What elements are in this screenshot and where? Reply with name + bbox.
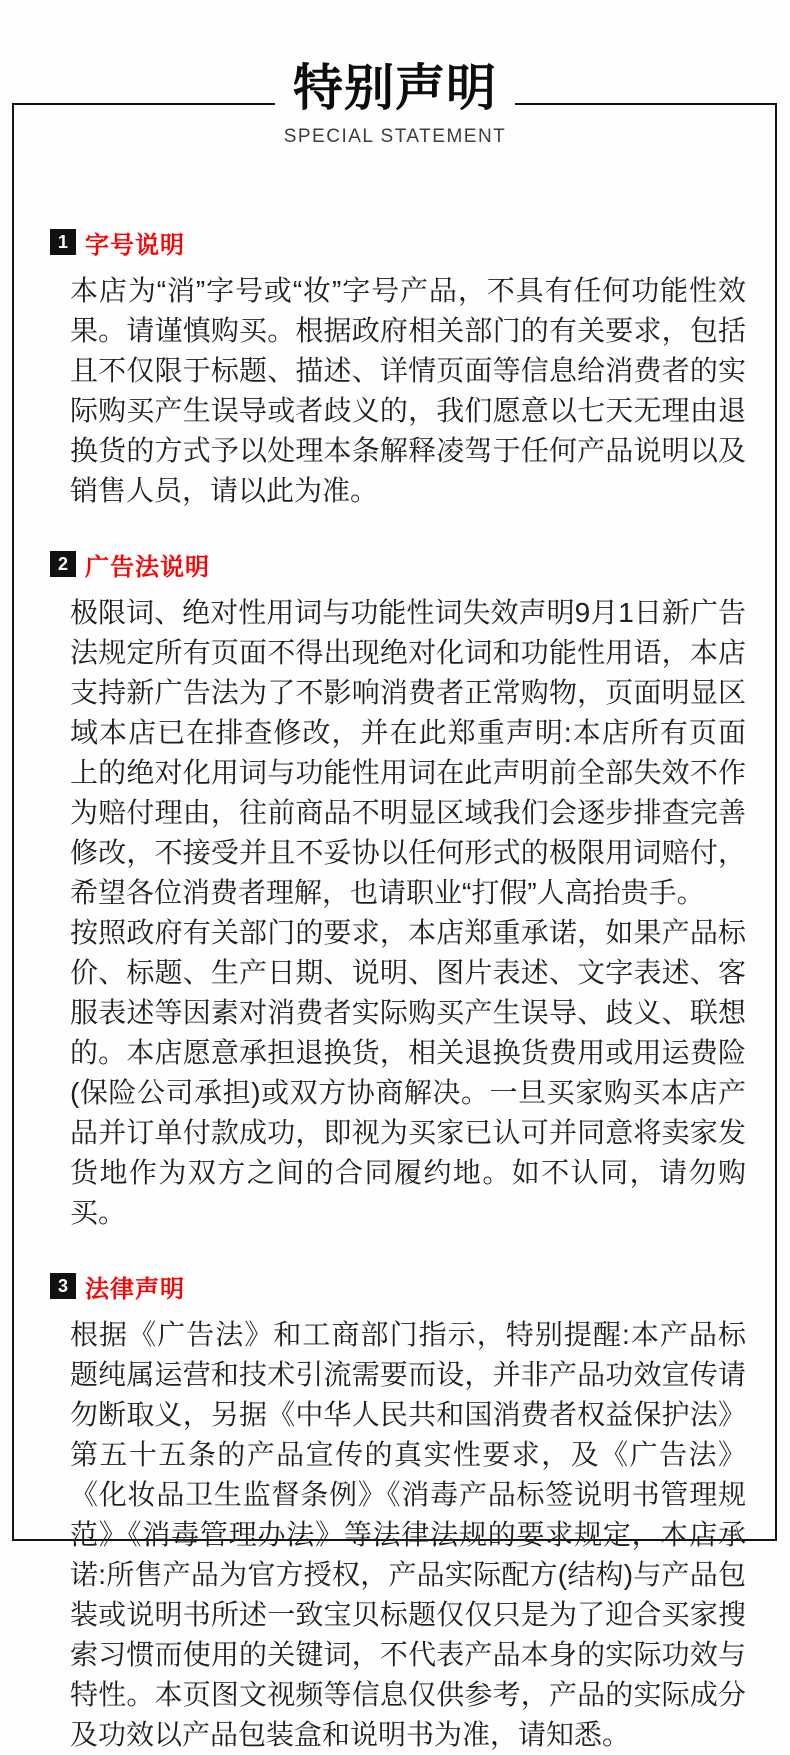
page-title: 特别声明 (275, 62, 515, 114)
section-ad-law-note (57, 551, 746, 1233)
section-body (70, 593, 746, 1233)
section-paragraph: 本店为“消”字号或“妆”字号产品，不具有任何功能性效果。请谨慎购买。根据政府相关部门的有关要求，包括且不仅限于标题、描述、详情页面等信息给消费者的实际购买产生误导或者歧义的，我们愿意以七天无理由退换货的方式予以处理本条解释凌驾于任何产品说明以及销售人员，请以此为准。 (70, 275, 746, 506)
section-number-badge: 3 (50, 1273, 76, 1299)
statement-content (57, 229, 746, 1755)
section-heading: 广告法说明 (85, 553, 210, 581)
section-paragraph: 极限词、绝对性用词与功能性词失效声明9月1日新广告法规定所有页面不得出现绝对化词和功能性用语，本店支持新广告法为了不影响消费者正常购物，页面明显区域本店已在排查修改，并在此郑重声明:本店所有页面上的绝对化用词与功能性用词在此声明前全部失效不作为赔付理由，往前商品不明显区域我们会逐步排查完善修改，不接受并且不妥协以任何形式的极限用词赔付，希望各位消费者理解，也请职业“打假”人高抬贵手。 (70, 597, 746, 908)
section-legal-statement (57, 1273, 746, 1755)
section-header (50, 551, 746, 581)
section-number-badge: 2 (50, 551, 76, 577)
section-heading: 字号说明 (85, 231, 185, 259)
title-block (0, 62, 790, 148)
section-header (50, 1273, 746, 1303)
page-subtitle: SPECIAL STATEMENT (283, 126, 507, 147)
section-body (70, 271, 746, 511)
section-paragraph: 按照政府有关部门的要求，本店郑重承诺，如果产品标价、标题、生产日期、说明、图片表述、文字表述、客服表述等因素对消费者实际购买产生误导、歧义、联想的。本店愿意承担退换货，相关退换货费用或用运费险(保险公司承担)或双方协商解决。一旦买家购买本店产品并订单付款成功，即视为买家已认可并同意将卖家发货地作为双方之间的合同履约地。如不认同，请勿购买。 (70, 917, 746, 1228)
section-typeface-note (57, 229, 746, 511)
section-body (70, 1315, 746, 1755)
section-paragraph: 根据《广告法》和工商部门指示，特别提醒:本产品标题纯属运营和技术引流需要而设，并非产品功效宣传请勿断取义，另据《中华人民共和国消费者权益保护法》第五十五条的产品宣传的真实性要求，及《广告法》《化妆品卫生监督条例》《消毒产品标签说明书管理规范》《消毒管理办法》等法律法规的要求规定，本店承诺:所售产品为官方授权，产品实际配方(结构)与产品包装或说明书所述一致宝贝标题仅仅只是为了迎合买家搜索习惯而使用的关键词，不代表产品本身的实际功效与特性。本页图文视频等信息仅供参考，产品的实际成分及功效以产品包装盒和说明书为准，请知悉。 (70, 1319, 746, 1750)
section-number-badge: 1 (50, 229, 76, 255)
section-header (50, 229, 746, 259)
section-heading: 法律声明 (85, 1275, 185, 1303)
